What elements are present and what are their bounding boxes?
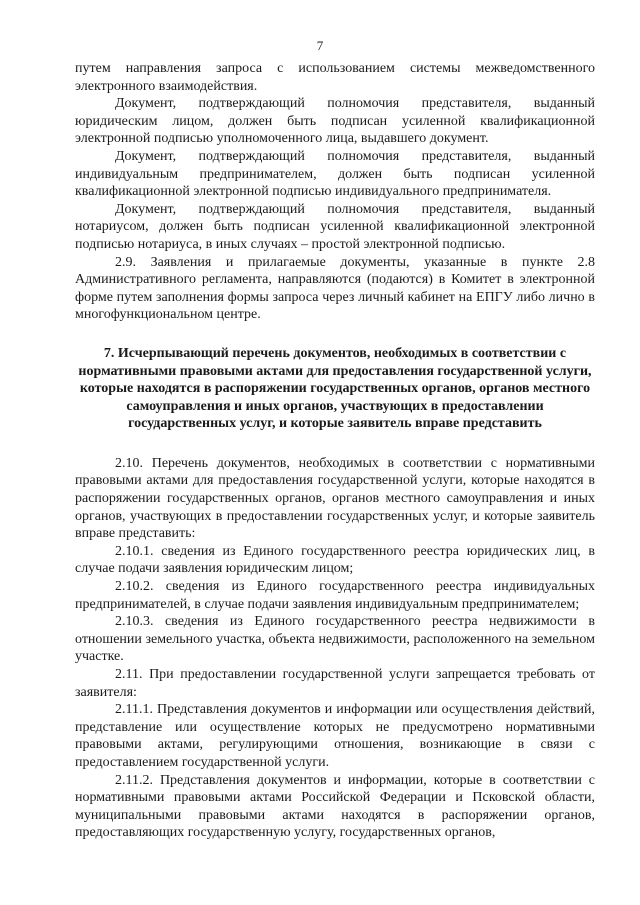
paragraph-2-10-3: 2.10.3. сведения из Единого государственного реестра недвижимости в отношении земельного участка, объекта недвижимости, расположенного на земельном участке. [75,614,595,665]
paragraph-2-10: 2.10. Перечень документов, необходимых в соответствии с нормативными правовыми актами для предоставления государственной услуги, которые находятся в распоряжении государственных органов, органов местного самоуправления и иных органов, участвующих в предоставлении государственных услуг, и которые заявитель вправе представить: [75,455,595,542]
paragraph-continuation: путем направления запроса с использованием системы межведомственного электронного взаимодействия. [75,61,595,94]
document-body [75,60,595,842]
paragraph-notary-proxy: Документ, подтверждающий полномочия представителя, выданный нотариусом, должен быть подписан усиленной квалификационной электронной подписью нотариуса, в иных случаях – простой электронной подписью. [75,201,595,252]
paragraph-2-9: 2.9. Заявления и прилагаемые документы, указанные в пункте 2.8 Административного регламента, направляются (подаются) в Комитет в электронной форме путем заполнения формы запроса через личный кабинет на ЕПГУ либо лично в многофункциональном центре. [75,254,595,323]
paragraph-2-10-1: 2.10.1. сведения из Единого государственного реестра юридических лиц, в случае подачи заявления юридическим лицом; [75,543,595,577]
page-number: 7 [316,38,324,53]
paragraph-entrepreneur-proxy: Документ, подтверждающий полномочия представителя, выданный индивидуальным предпринимателем, должен быть подписан усиленной квалификационной электронной подписью индивидуального предпринимателя. [75,148,595,200]
section-heading: 7. Исчерпывающий перечень документов, необходимых в соответствии с нормативными правовыми актами для предоставления государственной услуги, которые находятся в распоряжении государственных органов, органов местного самоуправления и иных органов, участвующих в предоставлении государственных услуг, и которые заявитель вправе представить [78,345,592,432]
paragraph-2-11: 2.11. При предоставлении государственной услуги запрещается требовать от заявителя: [75,667,595,700]
paragraph-2-11-2: 2.11.2. Представления документов и информации, которые в соответствии с нормативными правовыми актами Российской Федерации и Псковской области, муниципальными правовыми актами находятся в распоряжении органов, предоставляющих государственную услугу, государственных органов, [75,772,595,841]
paragraph-legal-entity-proxy: Документ, подтверждающий полномочия представителя, выданный юридическим лицом, должен быть подписан усиленной квалификационной электронной подписью уполномоченного лица, выдавшего документ. [75,96,595,147]
paragraph-2-11-1: 2.11.1. Представления документов и информации или осуществления действий, представление или осуществление которых не предусмотрено нормативными правовыми актами, регулирующими отношения, возникающие в связи с предоставлением государственной услуги. [75,702,595,770]
paragraph-2-10-2: 2.10.2. сведения из Единого государственного реестра индивидуальных предпринимателей, в случае подачи заявления индивидуальным предпринимателем; [75,579,595,612]
